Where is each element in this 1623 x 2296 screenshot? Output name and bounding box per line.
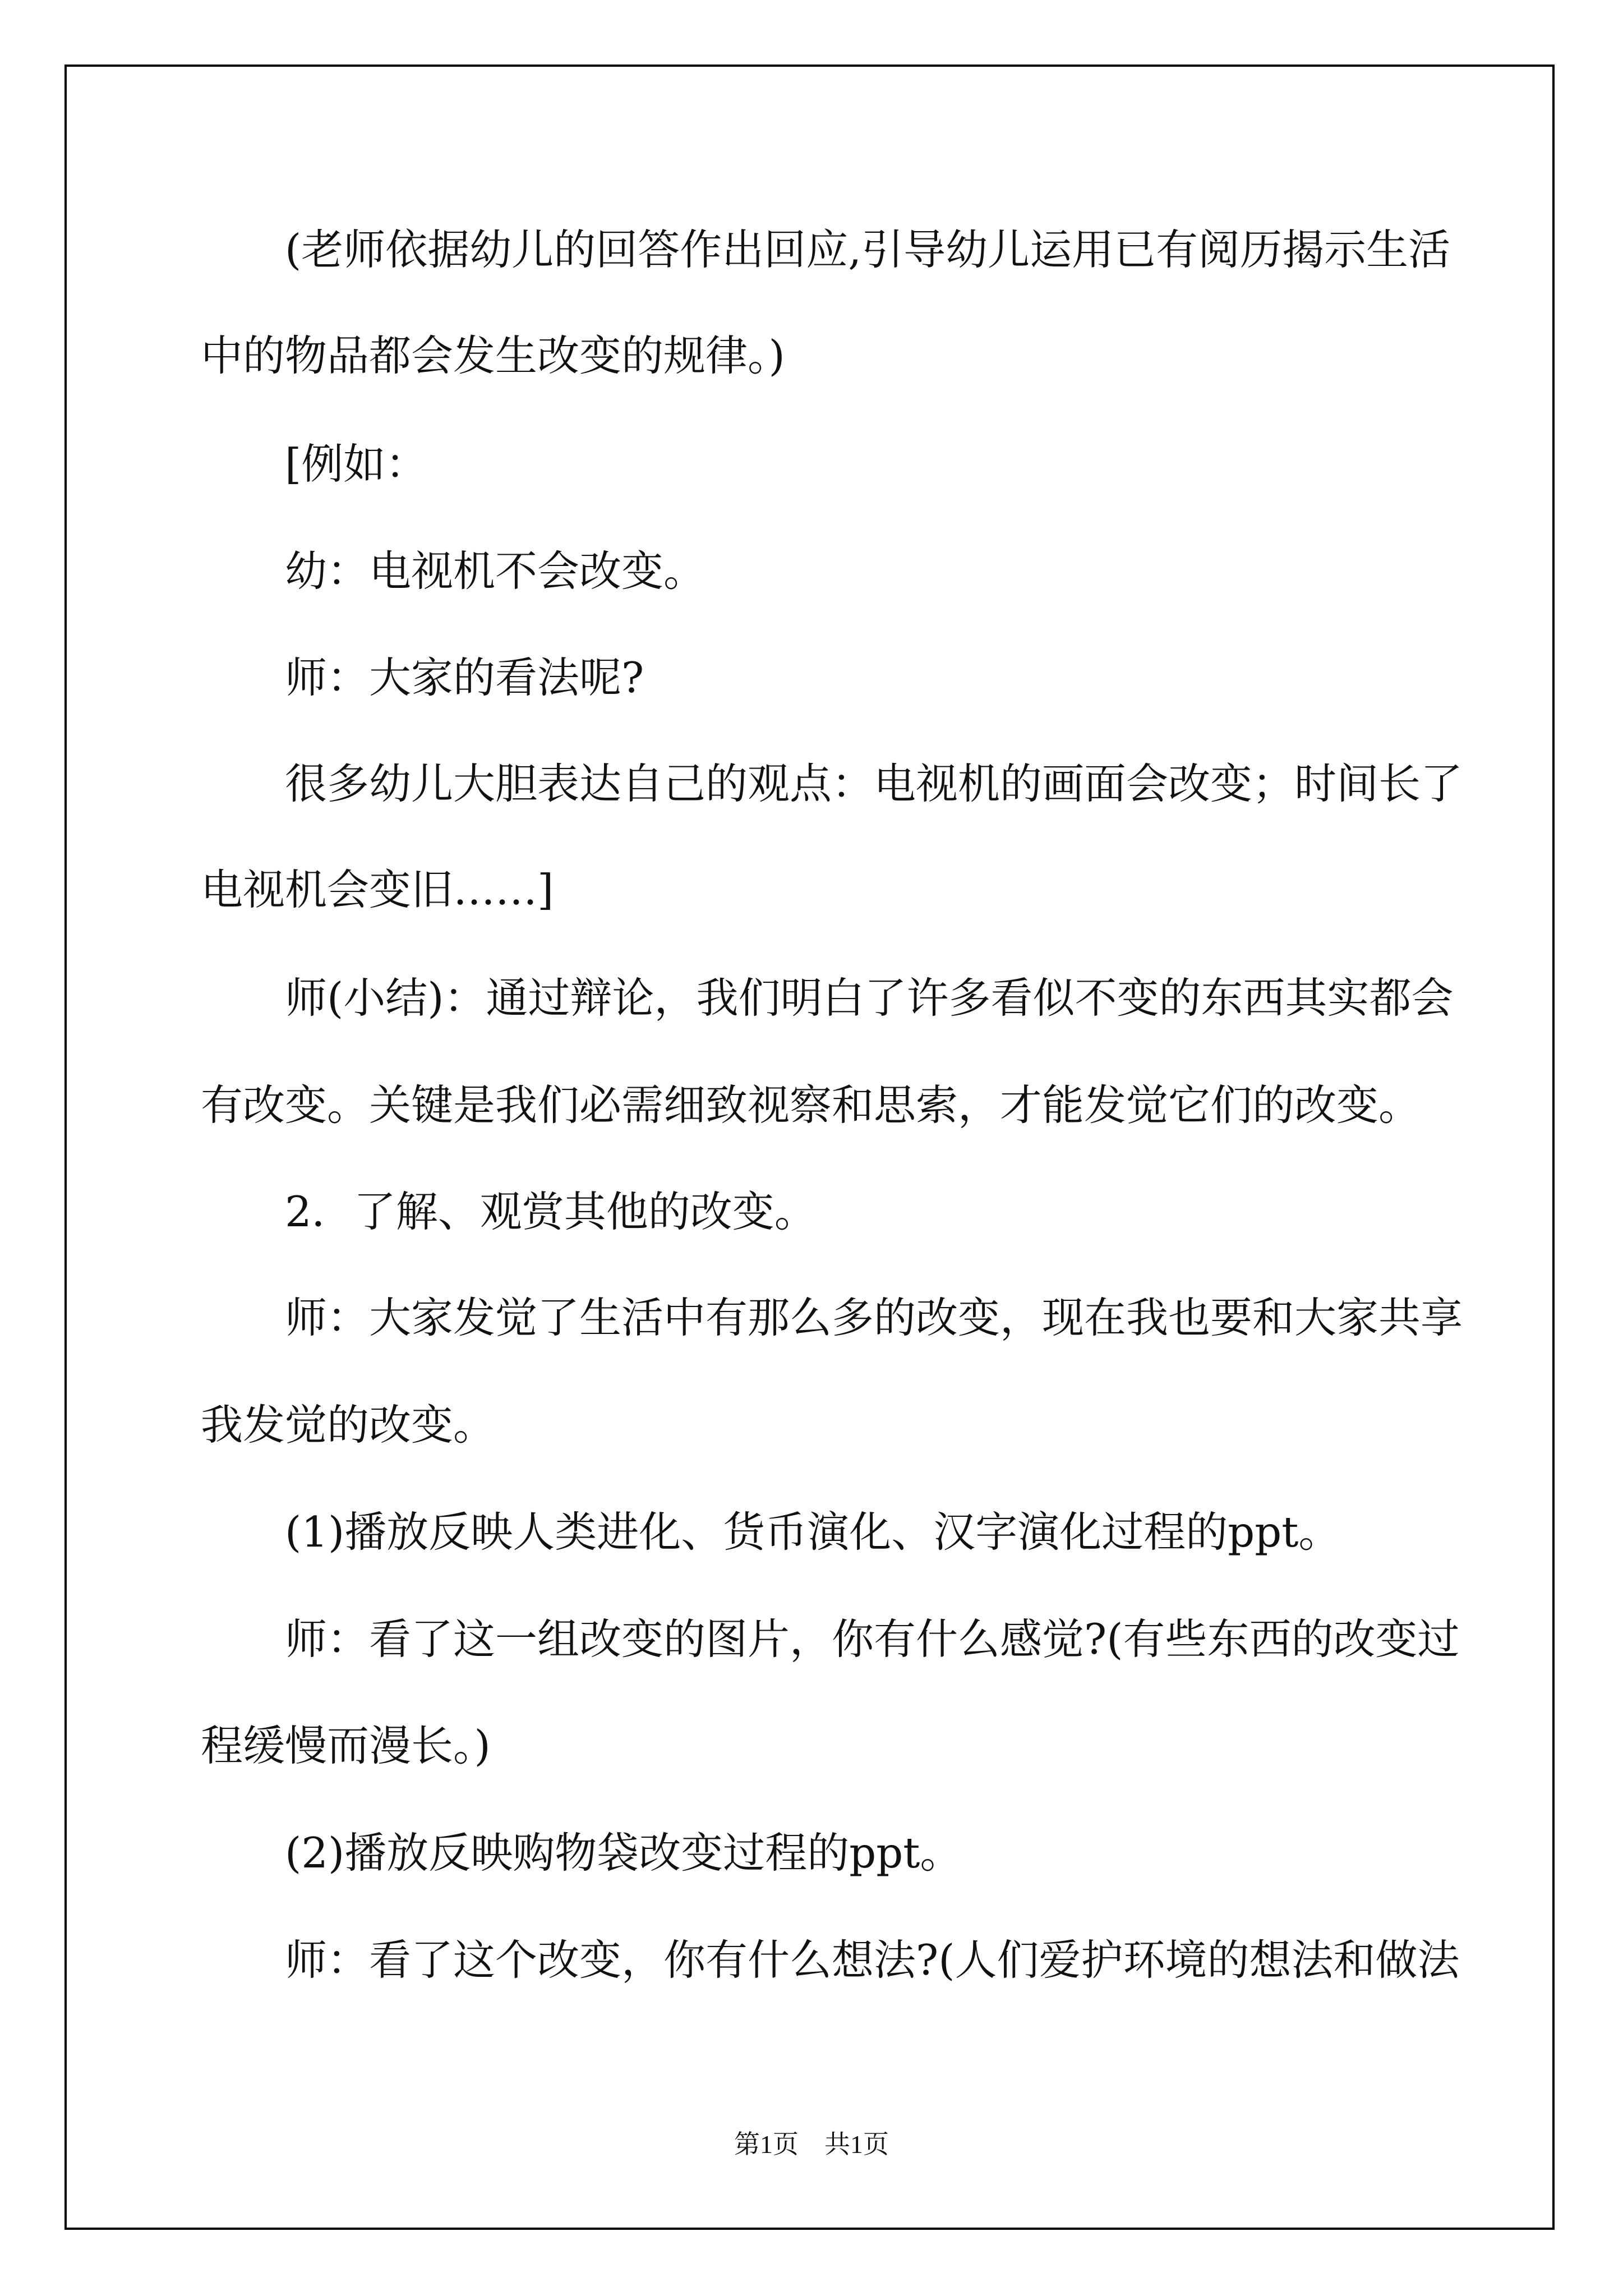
text-line: 师：大家的看法呢? <box>201 653 644 702</box>
text-line: 中的物品都会发生改变的规律。) <box>201 331 785 380</box>
text-line: 2．了解、观赏其他的改变。 <box>201 1187 817 1236</box>
text-line: 我发觉的改变。 <box>201 1400 496 1450</box>
text-line: [例如： <box>201 439 428 489</box>
text-line: 师：大家发觉了生活中有那么多的改变，现在我也要和大家共享 <box>201 1293 1463 1342</box>
text-line: 师：看了这个改变，你有什么想法?(人们爱护环境的想法和做法 <box>201 1935 1460 1985</box>
page-number: 第1页 共1页 <box>734 2130 889 2159</box>
text-line: (1)播放反映人类进化、货币演化、汉字演化过程的ppt。 <box>201 1507 1341 1557</box>
text-line: 师：看了这一组改变的图片，你有什么感觉?(有些东西的改变过 <box>201 1614 1460 1664</box>
text-line: 电视机会变旧……] <box>201 865 554 914</box>
text-line: (2)播放反映购物袋改变过程的ppt。 <box>201 1828 962 1878</box>
text-line: 幼：电视机不会改变。 <box>201 546 706 596</box>
text-line: (老师依据幼儿的回答作出回应,引导幼儿运用已有阅历揭示生活 <box>201 225 1451 274</box>
page-border <box>64 65 1555 2230</box>
text-line: 很多幼儿大胆表达自己的观点：电视机的画面会改变；时间长了 <box>201 759 1463 808</box>
text-line: 有改变。关键是我们必需细致视察和思索，才能发觉它们的改变。 <box>201 1080 1421 1130</box>
text-line: 程缓慢而漫长。) <box>201 1721 491 1770</box>
text-line: 师(小结)：通过辩论，我们明白了许多看似不变的东西其实都会 <box>201 973 1454 1023</box>
